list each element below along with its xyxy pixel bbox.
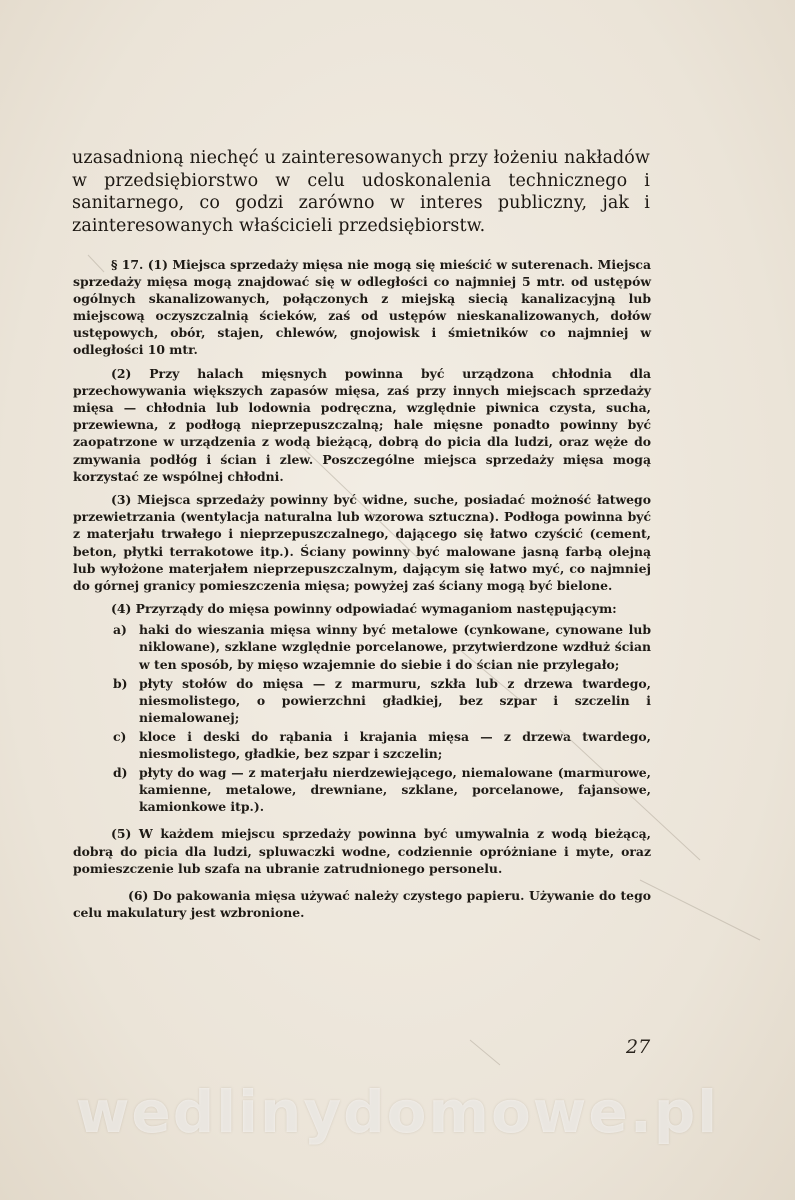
section-17-paragraph-1: § 17. (1) Miejsca sprzedaży mięsa nie mogą się mieścić w suterenach. Miejsca sprzedaży mięsa mogą znajdować się w odległości co najmniej 5 mtr. od ustępów ogólnych skanalizowanych, połączonych z miejską siecią kanalizacyjną lub miejscową oczyszczalnią ścieków, zaś od ustępów nieskanalizowanych, dołów ustępowych, obór, stajen, chlewów, gnojowisk i śmietników co najmniej w odległości 10 mtr.	[73, 257, 651, 358]
list-item-text: płyty do wag — z materjału nierdzewiejącego, niemalowane (marmurowe, kamienne, metalowe, drewniane, szklane, porcelanowe, fajansowe, kamionkowe itp.).	[139, 765, 651, 815]
list-item-text: płyty stołów do mięsa — z marmuru, szkła lub z drzewa twardego, niesmolistego, o powierzchni gładkiej, bez szpar i szczelin i niemalowanej;	[139, 675, 651, 725]
section-17-paragraph-6: (6) Do pakowania mięsa używać należy czystego papieru. Używanie do tego celu makulatury jest wzbronione.	[73, 887, 651, 920]
list-marker: a)	[113, 622, 127, 638]
section-17-paragraph-3: (3) Miejsca sprzedaży powinny być widne, suche, posiadać możność łatwego przewietrzania (wentylacja naturalna lub wzorowa sztuczna). Podłoga powinna być z materjału trwałego i nieprzepuszczalnego, dającego się łatwo czyścić (cement, beton, płytki terrakotowe itp.). Ściany powinny być malowane jasną farbą olejną lub wyłożone materjałem nieprzepuszczalnym, dającym się łatwo myć, co najmniej do górnej granicy pomieszczenia mięsa; powyżej zaś ściany mogą być bielone.	[73, 492, 651, 593]
section-17-paragraph-2: (2) Przy halach mięsnych powinna być urządzona chłodnia dla przechowywania większych zapasów mięsa, zaś przy innych miejscach sprzedaży mięsa — chłodnia lub lodownia podręczna, względnie piwnica czysta, sucha, przewiewna, z podłogą nieprzepuszczalną; hale mięsne ponadto powinny być zaopatrzone w urządzenia z wodą bieżącą, dobrą do picia dla ludzi, oraz węże do zmywania podłóg i ścian i zlew. Poszczególne miejsca sprzedaży mięsa mogą korzystać ze wspólnej chłodni.	[73, 366, 651, 484]
watermark: wedlinydomowe.pl	[75, 1078, 720, 1146]
intro-paragraph: uzasadnioną niechęć u zainteresowanych przy łożeniu nakładów w przedsiębiorstwo w celu udoskonalenia technicznego i sanitarnego, co godzi zarówno w interes publiczny, jak i zainteresowanych właścicieli przedsiębiorstw.	[72, 148, 650, 236]
list-marker: d)	[113, 765, 128, 781]
list-item-text: haki do wieszania mięsa winny być metalowe (cynkowane, cynowane lub niklowane), szklane względnie porcelanowe, przytwierdzone wzdłuż ścian w ten sposób, by mięso wzajemnie do siebie i do ścian nie przylegało;	[139, 622, 651, 672]
list-marker: c)	[113, 728, 127, 744]
list-marker: b)	[113, 675, 128, 691]
section-17-paragraph-5: (5) W każdem miejscu sprzedaży powinna być umywalnia z wodą bieżącą, dobrą do picia dla ludzi, spluwaczki wodne, codziennie opróżniane i myte, oraz pomieszczenie lub szafa na ubranie zatrudnionego personelu.	[73, 826, 651, 876]
list-item-text: kloce i deski do rąbania i krajania mięsa — z drzewa twardego, niesmolistego, gładkie, bez szpar i szczelin;	[139, 728, 651, 762]
section-17-paragraph-4: (4) Przyrządy do mięsa powinny odpowiadać wymaganiom następującym:	[111, 601, 617, 617]
page-number: 27	[626, 1036, 651, 1058]
